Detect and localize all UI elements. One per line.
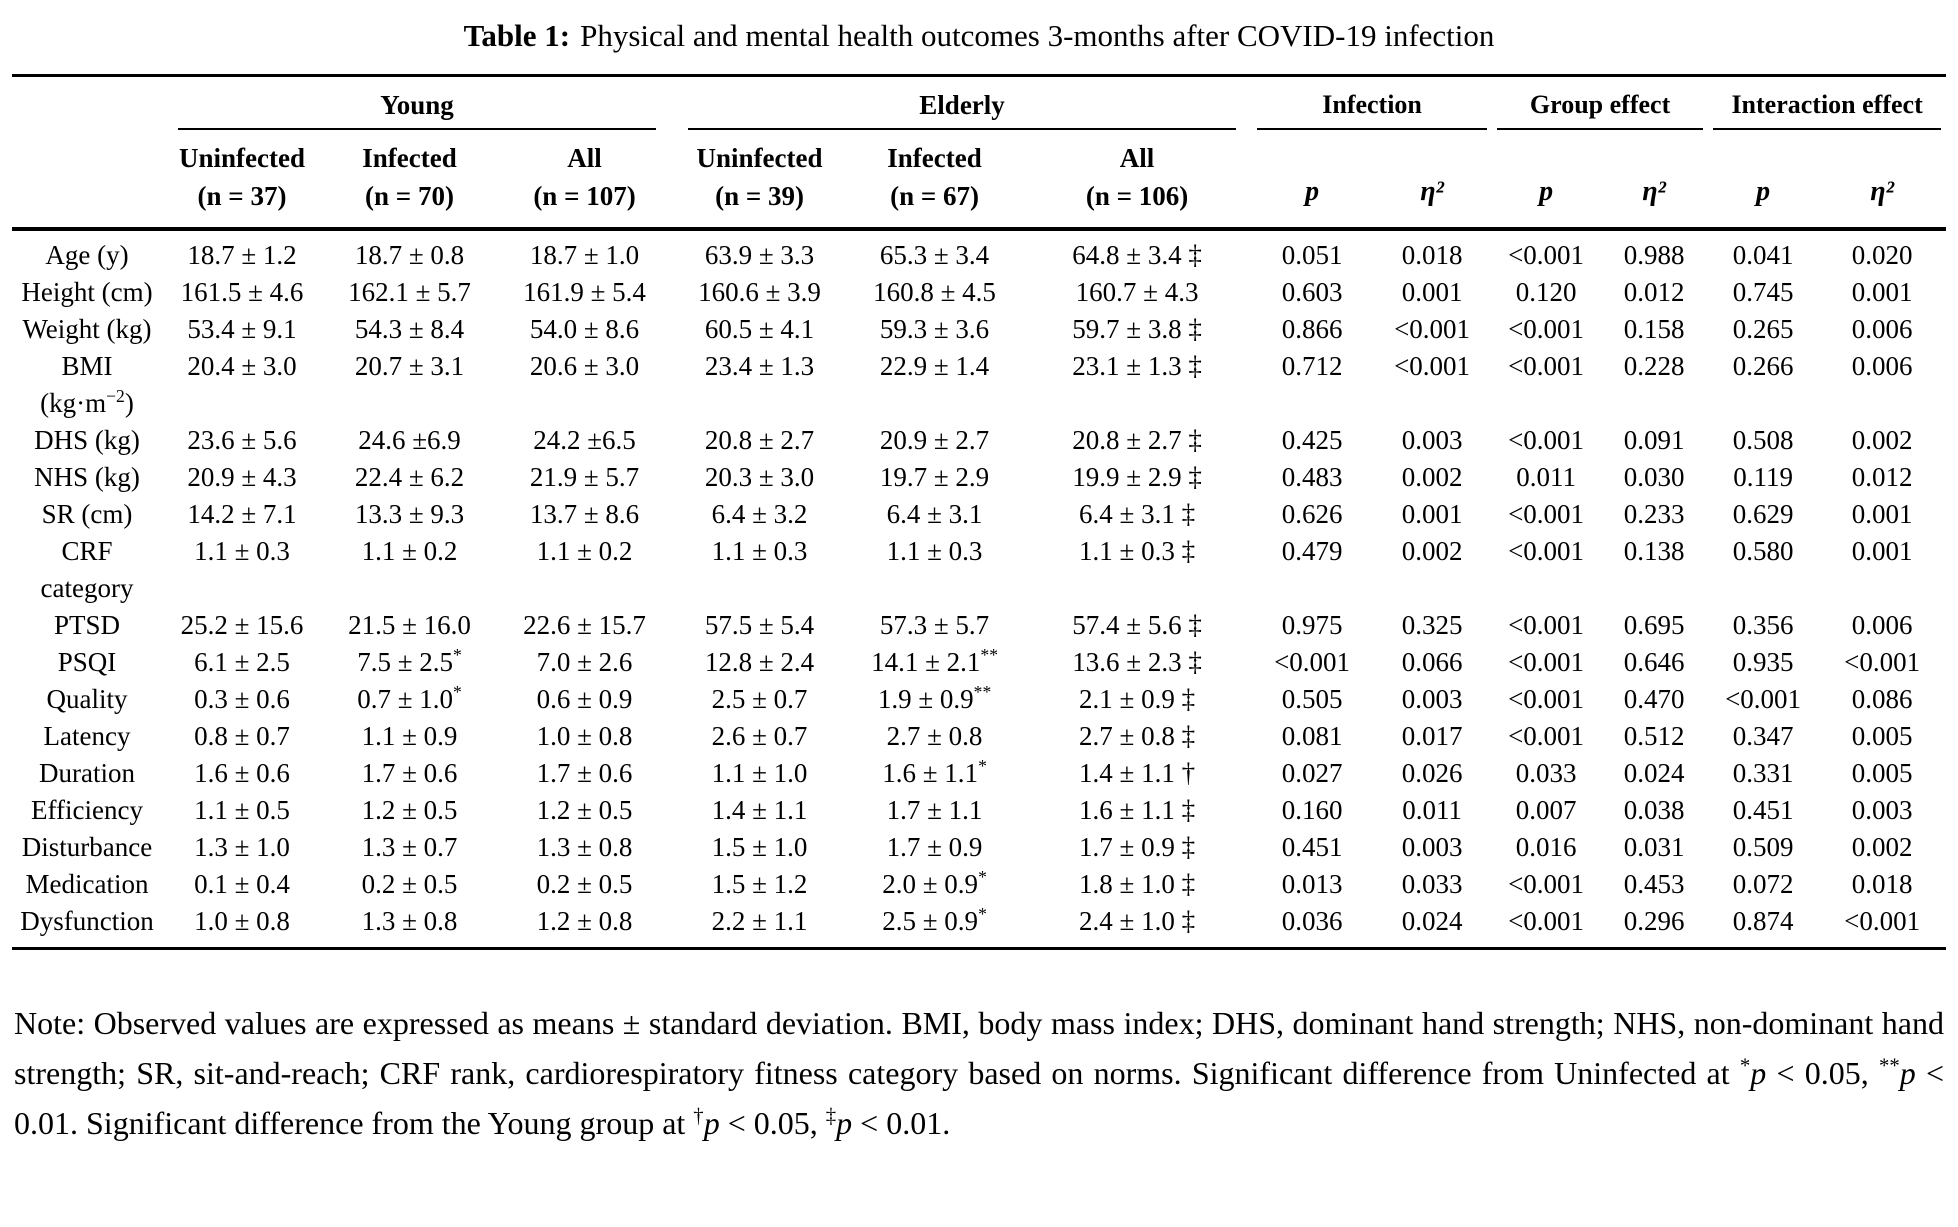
value-cell: 0.325 — [1401, 610, 1463, 640]
stat-column-header: η² — [1600, 130, 1708, 229]
value-cell: 0.007 — [1515, 795, 1577, 825]
column-header: Uninfected (n = 37) — [162, 130, 322, 229]
value-cell: 160.8 ± 4.5 — [873, 277, 996, 307]
value-cell: 0.356 — [1732, 610, 1794, 640]
value-cell: 0.988 — [1623, 240, 1685, 270]
stat-column-header: η² — [1372, 130, 1492, 229]
value-cell: 0.033 — [1515, 758, 1577, 788]
value-cell: 0.033 — [1401, 869, 1463, 899]
value-cell: 0.066 — [1401, 647, 1463, 677]
value-cell: 0.041 — [1732, 240, 1794, 270]
value-cell: 1.3 ± 0.8 — [361, 906, 458, 936]
value-cell: <0.001 — [1844, 647, 1921, 677]
column-header-row — [12, 130, 1946, 229]
value-cell: 0.006 — [1851, 610, 1913, 640]
value-cell: 0.512 — [1623, 721, 1685, 751]
value-cell: <0.001 — [1508, 721, 1585, 751]
column-header: Infected (n = 70) — [322, 130, 497, 229]
value-cell: 0.001 — [1401, 499, 1463, 529]
value-cell: 20.7 ± 3.1 — [354, 351, 465, 381]
table-row — [12, 607, 1946, 644]
value-cell: 22.6 ± 15.7 — [523, 610, 646, 640]
table-note: Note: Observed values are expressed as means ± standard deviation. BMI, body mass index; DHS, dominant hand strength; NHS, non-dominant hand strength; SR, sit-and-reach; CRF rank, cardiorespiratory fitness category based on norms. Significant difference from Uninfected at *p < 0.05, **p < 0.01. Significant difference from the Young group at †p < 0.05, ‡p < 0.01. — [14, 1005, 1945, 1141]
value-cell: 59.7 ± 3.8 ‡ — [1072, 314, 1202, 344]
value-cell: 0.017 — [1401, 721, 1463, 751]
value-cell: 19.7 ± 2.9 — [879, 462, 990, 492]
value-cell: 0.002 — [1851, 832, 1913, 862]
row-label: Age (y) — [45, 240, 129, 270]
value-cell: 0.470 — [1623, 684, 1685, 714]
column-header: Infected (n = 67) — [847, 130, 1022, 229]
value-cell: 20.3 ± 3.0 — [704, 462, 815, 492]
value-cell: 0.580 — [1732, 536, 1794, 566]
value-cell: <0.001 — [1508, 425, 1585, 455]
value-cell: 1.1 ± 0.3 — [194, 536, 290, 566]
value-cell: 0.003 — [1401, 684, 1463, 714]
value-cell: <0.001 — [1394, 314, 1471, 344]
value-cell: 0.265 — [1732, 314, 1794, 344]
value-cell: 1.3 ± 0.8 — [536, 832, 633, 862]
table-row — [12, 903, 1946, 949]
table-row — [12, 348, 1946, 422]
value-cell: 13.6 ± 2.3 ‡ — [1072, 647, 1202, 677]
value-cell: <0.001 — [1508, 240, 1585, 270]
value-cell: 0.866 — [1281, 314, 1343, 344]
value-cell: 160.6 ± 3.9 — [698, 277, 821, 307]
value-cell: 0.233 — [1623, 499, 1685, 529]
stat-column-header: η² — [1818, 130, 1946, 229]
value-cell: 0.031 — [1623, 832, 1685, 862]
value-cell: 23.4 ± 1.3 — [704, 351, 815, 381]
table-body — [12, 229, 1946, 949]
value-cell: 57.4 ± 5.6 ‡ — [1072, 610, 1202, 640]
value-cell: 0.451 — [1732, 795, 1794, 825]
value-cell: 0.296 — [1623, 906, 1685, 936]
value-cell: 1.1 ± 0.9 — [361, 721, 458, 751]
row-label: NHS (kg) — [34, 462, 140, 492]
value-cell: 0.091 — [1623, 425, 1685, 455]
value-cell: 2.5 ± 0.7 — [711, 684, 808, 714]
value-cell: 24.2 ±6.5 — [533, 425, 636, 455]
value-cell: 0.012 — [1851, 462, 1913, 492]
value-cell: 0.081 — [1281, 721, 1343, 751]
value-cell: 1.7 ± 1.1 — [886, 795, 983, 825]
table-row — [12, 533, 1946, 607]
row-label: Weight (kg) — [22, 314, 152, 344]
value-cell: 1.4 ± 1.1 † — [1079, 758, 1196, 788]
value-cell: 25.2 ± 15.6 — [180, 610, 304, 640]
value-cell: <0.001 — [1508, 610, 1585, 640]
value-cell: 6.1 ± 2.5 — [194, 647, 290, 677]
value-cell: 0.002 — [1401, 462, 1463, 492]
value-cell: 0.3 ± 0.6 — [194, 684, 290, 714]
stat-column-header: p — [1708, 130, 1818, 229]
value-cell: 0.001 — [1851, 499, 1913, 529]
value-cell: <0.001 — [1725, 684, 1802, 714]
value-cell: 0.003 — [1851, 795, 1913, 825]
value-cell: 1.0 ± 0.8 — [536, 721, 633, 751]
value-cell: 0.6 ± 0.9 — [536, 684, 633, 714]
value-cell: 13.3 ± 9.3 — [354, 499, 465, 529]
value-cell: 2.2 ± 1.1 — [711, 906, 808, 936]
value-cell: 0.011 — [1402, 795, 1462, 825]
value-cell: 0.020 — [1851, 240, 1913, 270]
table-caption: Physical and mental health outcomes 3-months after COVID-19 infection — [580, 18, 1495, 53]
value-cell: 0.505 — [1281, 684, 1343, 714]
value-cell: <0.001 — [1844, 906, 1921, 936]
column-header: All (n = 106) — [1022, 130, 1252, 229]
value-cell: <0.001 — [1508, 647, 1585, 677]
value-cell: 20.9 ± 4.3 — [187, 462, 297, 492]
value-cell: 0.006 — [1851, 351, 1913, 381]
value-cell: 0.036 — [1281, 906, 1343, 936]
value-cell: 60.5 ± 4.1 — [704, 314, 815, 344]
table-row — [12, 866, 1946, 903]
value-cell: 2.1 ± 0.9 ‡ — [1079, 684, 1196, 714]
value-cell: 1.7 ± 0.9 ‡ — [1079, 832, 1196, 862]
value-cell: 0.119 — [1733, 462, 1793, 492]
value-cell: 1.1 ± 0.3 — [886, 536, 983, 566]
value-cell: 20.6 ± 3.0 — [529, 351, 640, 381]
value-cell: 0.626 — [1281, 499, 1343, 529]
row-label: Medication — [25, 869, 149, 899]
row-label: SR (cm) — [41, 499, 133, 529]
value-cell: 0.086 — [1851, 684, 1913, 714]
value-cell: 0.138 — [1623, 536, 1685, 566]
value-cell: 1.6 ± 1.1 ‡ — [1079, 795, 1196, 825]
value-cell: 0.158 — [1623, 314, 1685, 344]
table-row — [12, 644, 1946, 681]
value-cell: 6.4 ± 3.1 — [886, 499, 983, 529]
value-cell: <0.001 — [1394, 351, 1471, 381]
value-cell: 0.001 — [1851, 536, 1913, 566]
value-cell: 0.018 — [1401, 240, 1463, 270]
value-cell: 0.228 — [1623, 351, 1685, 381]
value-cell: 54.3 ± 8.4 — [354, 314, 465, 344]
value-cell: 0.266 — [1732, 351, 1794, 381]
table-row — [12, 459, 1946, 496]
value-cell: 0.012 — [1623, 277, 1685, 307]
value-cell: 0.331 — [1732, 758, 1794, 788]
row-label: Quality — [46, 684, 128, 714]
value-cell: 18.7 ± 0.8 — [354, 240, 465, 270]
value-cell: 161.9 ± 5.4 — [523, 277, 646, 307]
value-cell: 0.072 — [1732, 869, 1794, 899]
value-cell: <0.001 — [1508, 869, 1585, 899]
value-cell: 0.011 — [1516, 462, 1576, 492]
row-label: CRF category — [40, 536, 134, 603]
value-cell: 0.024 — [1401, 906, 1463, 936]
value-cell: 53.4 ± 9.1 — [187, 314, 297, 344]
table-row — [12, 422, 1946, 459]
value-cell: 64.8 ± 3.4 ‡ — [1072, 240, 1202, 270]
value-cell: 0.030 — [1623, 462, 1685, 492]
value-cell: 0.027 — [1281, 758, 1343, 788]
value-cell: 54.0 ± 8.6 — [529, 314, 640, 344]
value-cell: 0.1 ± 0.4 — [194, 869, 290, 899]
value-cell: 13.7 ± 8.6 — [529, 499, 640, 529]
value-cell: 2.7 ± 0.8 ‡ — [1079, 721, 1196, 751]
value-cell: 1.3 ± 1.0 — [194, 832, 290, 862]
row-label: DHS (kg) — [34, 425, 140, 455]
value-cell: 0.629 — [1732, 499, 1794, 529]
value-cell: 1.1 ± 1.0 — [711, 758, 808, 788]
value-cell: 24.6 ±6.9 — [358, 425, 461, 455]
value-cell: <0.001 — [1274, 647, 1351, 677]
value-cell: 1.4 ± 1.1 — [711, 795, 808, 825]
value-cell: 20.4 ± 3.0 — [187, 351, 297, 381]
value-cell: 0.001 — [1851, 277, 1913, 307]
value-cell: 0.483 — [1281, 462, 1343, 492]
row-label: Height (cm) — [21, 277, 153, 307]
value-cell: 1.1 ± 0.2 — [361, 536, 458, 566]
value-cell: 65.3 ± 3.4 — [879, 240, 990, 270]
table-row — [12, 755, 1946, 792]
value-cell: 0.745 — [1732, 277, 1794, 307]
value-cell: 2.4 ± 1.0 ‡ — [1079, 906, 1196, 936]
value-cell: 0.005 — [1851, 758, 1913, 788]
stat-column-header: p — [1492, 130, 1600, 229]
value-cell: 7.0 ± 2.6 — [536, 647, 633, 677]
value-cell: 2.5 ± 0.9* — [882, 904, 987, 936]
row-label: Disturbance — [21, 832, 153, 862]
value-cell: <0.001 — [1508, 351, 1585, 381]
value-cell: 21.9 ± 5.7 — [529, 462, 640, 492]
value-cell: 6.4 ± 3.1 ‡ — [1079, 499, 1196, 529]
value-cell: 19.9 ± 2.9 ‡ — [1072, 462, 1202, 492]
column-header: Uninfected (n = 39) — [672, 130, 847, 229]
value-cell: 162.1 ± 5.7 — [348, 277, 471, 307]
value-cell: 0.509 — [1732, 832, 1794, 862]
table-row — [12, 274, 1946, 311]
table-row — [12, 311, 1946, 348]
value-cell: 1.6 ± 1.1* — [882, 756, 987, 788]
value-cell: 21.5 ± 16.0 — [348, 610, 471, 640]
value-cell: 1.5 ± 1.2 — [711, 869, 808, 899]
value-cell: 2.7 ± 0.8 — [886, 721, 983, 751]
value-cell: 0.508 — [1732, 425, 1794, 455]
value-cell: 1.3 ± 0.7 — [361, 832, 458, 862]
outcomes-table — [12, 74, 1946, 950]
value-cell: 1.2 ± 0.5 — [361, 795, 458, 825]
value-cell: 20.9 ± 2.7 — [879, 425, 990, 455]
value-cell: 22.4 ± 6.2 — [354, 462, 465, 492]
value-cell: 0.038 — [1623, 795, 1685, 825]
group-header-young: Young — [162, 76, 672, 131]
value-cell: 20.8 ± 2.7 — [704, 425, 815, 455]
value-cell: 0.603 — [1281, 277, 1343, 307]
value-cell: 59.3 ± 3.6 — [879, 314, 990, 344]
value-cell: 20.8 ± 2.7 ‡ — [1072, 425, 1202, 455]
value-cell: 57.5 ± 5.4 — [704, 610, 815, 640]
value-cell: 2.6 ± 0.7 — [711, 721, 808, 751]
value-cell: 0.024 — [1623, 758, 1685, 788]
value-cell: 0.453 — [1623, 869, 1685, 899]
value-cell: 18.7 ± 1.0 — [529, 240, 640, 270]
row-label: PSQI — [57, 647, 117, 677]
group-header-infection: Infection — [1252, 76, 1492, 131]
value-cell: 6.4 ± 3.2 — [711, 499, 808, 529]
value-cell: 0.646 — [1623, 647, 1685, 677]
value-cell: 0.018 — [1851, 869, 1913, 899]
row-label: Efficiency — [31, 795, 143, 825]
row-label: Duration — [39, 758, 135, 788]
value-cell: 14.2 ± 7.1 — [187, 499, 297, 529]
value-cell: 0.935 — [1732, 647, 1794, 677]
value-cell: 0.026 — [1401, 758, 1463, 788]
value-cell: 57.3 ± 5.7 — [879, 610, 990, 640]
value-cell: 0.2 ± 0.5 — [361, 869, 458, 899]
value-cell: 0.003 — [1401, 425, 1463, 455]
value-cell: 0.2 ± 0.5 — [536, 869, 633, 899]
corner-cell — [12, 130, 162, 229]
value-cell: 1.6 ± 0.6 — [194, 758, 290, 788]
page-title — [12, 16, 1946, 56]
value-cell: 14.1 ± 2.1** — [871, 645, 998, 677]
value-cell: 7.5 ± 2.5* — [357, 645, 462, 677]
corner-cell — [12, 76, 162, 131]
value-cell: 1.7 ± 0.6 — [361, 758, 458, 788]
stat-column-header: p — [1252, 130, 1372, 229]
value-cell: <0.001 — [1508, 906, 1585, 936]
value-cell: 0.016 — [1515, 832, 1577, 862]
value-cell: 1.1 ± 0.2 — [536, 536, 633, 566]
value-cell: 1.8 ± 1.0 ‡ — [1079, 869, 1196, 899]
value-cell: 0.874 — [1732, 906, 1794, 936]
value-cell: 0.002 — [1851, 425, 1913, 455]
table-row — [12, 496, 1946, 533]
value-cell: 161.5 ± 4.6 — [180, 277, 304, 307]
value-cell: 1.2 ± 0.5 — [536, 795, 633, 825]
value-cell: 0.005 — [1851, 721, 1913, 751]
value-cell: <0.001 — [1508, 314, 1585, 344]
value-cell: 1.5 ± 1.0 — [711, 832, 808, 862]
value-cell: 0.8 ± 0.7 — [194, 721, 290, 751]
column-header: All (n = 107) — [497, 130, 672, 229]
value-cell: 1.7 ± 0.6 — [536, 758, 633, 788]
value-cell: 0.002 — [1401, 536, 1463, 566]
value-cell: 0.479 — [1281, 536, 1343, 566]
table-row — [12, 229, 1946, 274]
value-cell: 23.6 ± 5.6 — [187, 425, 297, 455]
value-cell: 0.006 — [1851, 314, 1913, 344]
table-row — [12, 829, 1946, 866]
value-cell: 2.0 ± 0.9* — [882, 867, 987, 899]
row-label: Latency — [43, 721, 131, 751]
group-header-group-effect: Group effect — [1492, 76, 1708, 131]
value-cell: 12.8 ± 2.4 — [704, 647, 815, 677]
value-cell: 0.120 — [1515, 277, 1577, 307]
row-label: Dysfunction — [20, 906, 154, 936]
value-cell: <0.001 — [1508, 536, 1585, 566]
value-cell: <0.001 — [1508, 499, 1585, 529]
value-cell: 0.425 — [1281, 425, 1343, 455]
row-label: PTSD — [53, 610, 121, 640]
value-cell: 1.0 ± 0.8 — [194, 906, 290, 936]
value-cell: 22.9 ± 1.4 — [879, 351, 990, 381]
value-cell: 1.9 ± 0.9** — [877, 682, 992, 714]
table-row — [12, 718, 1946, 755]
value-cell: 1.1 ± 0.3 ‡ — [1079, 536, 1196, 566]
value-cell: 0.013 — [1281, 869, 1343, 899]
value-cell: 0.051 — [1281, 240, 1343, 270]
value-cell: 1.1 ± 0.3 — [711, 536, 808, 566]
value-cell: 0.975 — [1281, 610, 1343, 640]
group-header-elderly: Elderly — [672, 76, 1252, 131]
value-cell: 18.7 ± 1.2 — [187, 240, 297, 270]
value-cell: 0.712 — [1281, 351, 1343, 381]
value-cell: 0.160 — [1281, 795, 1343, 825]
row-label: BMI $(kg\cdot m^{-2})$ — [40, 351, 134, 418]
value-cell: 0.347 — [1732, 721, 1794, 751]
value-cell: 23.1 ± 1.3 ‡ — [1072, 351, 1202, 381]
value-cell: <0.001 — [1508, 684, 1585, 714]
value-cell: 0.003 — [1401, 832, 1463, 862]
value-cell: 0.695 — [1623, 610, 1685, 640]
value-cell: 160.7 ± 4.3 — [1075, 277, 1199, 307]
group-header-row — [12, 76, 1946, 131]
value-cell: 0.001 — [1401, 277, 1463, 307]
value-cell: 63.9 ± 3.3 — [704, 240, 815, 270]
value-cell: 1.1 ± 0.5 — [194, 795, 290, 825]
value-cell: 1.7 ± 0.9 — [886, 832, 983, 862]
group-header-interaction-effect: Interaction effect — [1708, 76, 1946, 131]
value-cell: 0.451 — [1281, 832, 1343, 862]
table-row — [12, 681, 1946, 718]
table-row — [12, 792, 1946, 829]
table-number: Table 1: — [463, 18, 571, 53]
value-cell: 1.2 ± 0.8 — [536, 906, 633, 936]
value-cell: 0.7 ± 1.0* — [357, 682, 462, 714]
